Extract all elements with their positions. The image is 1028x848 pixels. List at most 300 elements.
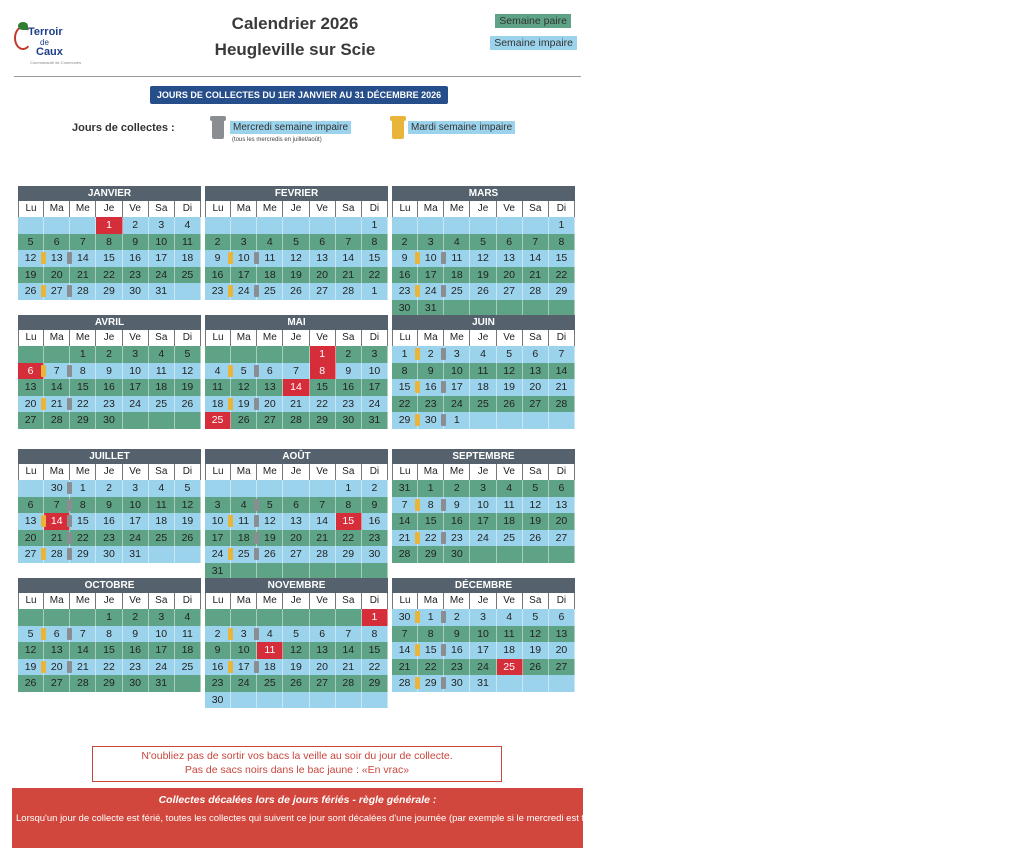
day-cell: 9: [444, 497, 470, 514]
yellow-bin-icon: [390, 116, 406, 140]
day-cell: 10: [231, 250, 257, 267]
day-cell: 15: [392, 379, 418, 396]
yellow-bin-marker-icon: [415, 532, 420, 544]
day-cell: 8: [70, 497, 96, 514]
day-cell: 17: [149, 642, 175, 659]
header-divider: [14, 76, 581, 77]
day-cell: 2: [205, 626, 231, 643]
day-cell: 29: [336, 546, 362, 563]
day-cell: 9: [96, 497, 122, 514]
day-cell: 12: [231, 379, 257, 396]
day-cell: 23: [96, 530, 122, 547]
reminder-2: Pas de sacs noirs dans le bac jaune : «En vrac»: [184, 764, 410, 776]
day-cell: 25: [149, 530, 175, 547]
day-cell: 16: [336, 379, 362, 396]
month-11: [205, 578, 388, 708]
day-cell: 13: [44, 250, 70, 267]
day-cell: 9: [123, 626, 149, 643]
grey-bin-marker-icon: [254, 628, 259, 640]
day-cell: [175, 546, 201, 563]
day-cell: 14: [336, 250, 362, 267]
day-cell: 22: [392, 396, 418, 413]
day-cell: [523, 412, 549, 429]
weekday-label: Sa: [336, 464, 362, 481]
day-cell: 22: [549, 267, 575, 284]
day-cell: [257, 217, 283, 234]
day-cell: 6: [257, 363, 283, 380]
day-cell: 24: [123, 530, 149, 547]
weekday-header: [392, 593, 575, 609]
yellow-bin-marker-icon: [41, 398, 46, 410]
day-cell: [283, 563, 309, 580]
day-cell: 19: [283, 267, 309, 284]
month-name: MARS: [392, 186, 575, 201]
day-cell: 18: [149, 513, 175, 530]
day-cell: 10: [205, 513, 231, 530]
day-cell: [362, 692, 388, 709]
weekday-label: Sa: [523, 201, 549, 218]
weekday-header: [18, 330, 201, 346]
day-cell: 27: [44, 283, 70, 300]
day-cell: [205, 217, 231, 234]
weekday-label: Di: [362, 593, 388, 610]
legend-even-week: Semaine paire: [495, 14, 571, 28]
weekday-label: Je: [283, 593, 309, 610]
day-cell: 4: [149, 346, 175, 363]
month-name: JUILLET: [18, 449, 201, 464]
weekday-label: Ma: [44, 593, 70, 610]
day-cell: 24: [470, 659, 496, 676]
day-cell: 23: [205, 675, 231, 692]
day-cell: [70, 217, 96, 234]
day-cell: 3: [444, 346, 470, 363]
day-cell: 25: [175, 659, 201, 676]
day-cell: [310, 217, 336, 234]
day-cell: 16: [418, 379, 444, 396]
day-cell: 11: [444, 250, 470, 267]
day-cell: 16: [96, 513, 122, 530]
day-cell: 29: [418, 546, 444, 563]
day-grid: [392, 480, 575, 563]
weekday-header: [18, 201, 201, 217]
day-cell: 29: [418, 675, 444, 692]
day-cell: [470, 412, 496, 429]
day-cell: 17: [418, 267, 444, 284]
day-cell: 19: [18, 267, 44, 284]
day-cell: 1: [70, 480, 96, 497]
weekday-label: Ma: [418, 330, 444, 347]
day-cell: 3: [418, 234, 444, 251]
day-cell: 16: [362, 513, 388, 530]
day-cell: 28: [310, 546, 336, 563]
day-cell: 20: [497, 267, 523, 284]
town-name: Heugleville sur Scie: [214, 40, 376, 59]
day-cell: 7: [336, 234, 362, 251]
weekday-label: Ma: [418, 201, 444, 218]
day-cell: 21: [336, 267, 362, 284]
weekday-label: Lu: [18, 593, 44, 610]
day-cell: [149, 412, 175, 429]
day-cell: 12: [283, 642, 309, 659]
day-cell: [523, 675, 549, 692]
yellow-bin-marker-icon: [41, 365, 46, 377]
day-cell: 25: [231, 546, 257, 563]
weekday-label: Lu: [392, 593, 418, 610]
yellow-bin-marker-icon: [41, 548, 46, 560]
day-cell: 31: [149, 675, 175, 692]
day-cell: 11: [470, 363, 496, 380]
day-cell: 20: [523, 379, 549, 396]
day-cell: 9: [96, 363, 122, 380]
day-cell: 8: [362, 234, 388, 251]
day-cell: 17: [123, 513, 149, 530]
day-cell: [231, 692, 257, 709]
day-cell: 26: [523, 659, 549, 676]
day-cell: 26: [283, 675, 309, 692]
yellow-bin-marker-icon: [415, 285, 420, 297]
weekday-label: Me: [257, 330, 283, 347]
day-grid: [205, 346, 388, 429]
day-cell: 30: [96, 412, 122, 429]
weekday-label: Me: [70, 464, 96, 481]
day-cell: 28: [523, 283, 549, 300]
grey-bin-marker-icon: [254, 548, 259, 560]
day-cell: [310, 480, 336, 497]
page-title: Calendrier 2026: [231, 14, 359, 33]
day-cell: 18: [257, 267, 283, 284]
day-cell: 5: [18, 234, 44, 251]
grey-bin-marker-icon: [67, 628, 72, 640]
day-cell: 15: [70, 379, 96, 396]
weekday-label: Je: [283, 464, 309, 481]
day-cell: 17: [470, 513, 496, 530]
day-cell: 7: [392, 497, 418, 514]
day-cell: [336, 217, 362, 234]
weekday-header: [392, 464, 575, 480]
day-cell: 9: [205, 250, 231, 267]
month-4: [18, 315, 201, 429]
day-cell: 28: [549, 396, 575, 413]
day-cell: 23: [96, 396, 122, 413]
day-cell: 5: [175, 346, 201, 363]
day-cell: 2: [444, 480, 470, 497]
weekday-label: Di: [549, 201, 575, 218]
yellow-bin-marker-icon: [415, 644, 420, 656]
day-cell: [549, 300, 575, 317]
grey-bin-marker-icon: [254, 398, 259, 410]
day-cell: 2: [96, 480, 122, 497]
day-cell: [336, 609, 362, 626]
day-cell: 31: [205, 563, 231, 580]
month-name: AOÛT: [205, 449, 388, 464]
day-cell: 7: [44, 363, 70, 380]
weekday-label: Ve: [497, 201, 523, 218]
day-cell: 21: [310, 530, 336, 547]
day-cell: 24: [149, 659, 175, 676]
day-cell: 3: [362, 346, 388, 363]
day-cell: 14: [283, 379, 309, 396]
day-cell: 23: [205, 283, 231, 300]
month-2: [205, 186, 388, 300]
weekday-label: Sa: [149, 201, 175, 218]
day-cell: 10: [362, 363, 388, 380]
day-cell: 29: [549, 283, 575, 300]
weekday-label: Sa: [149, 464, 175, 481]
grey-bin-marker-icon: [67, 365, 72, 377]
day-cell: 7: [70, 626, 96, 643]
day-cell: 11: [257, 250, 283, 267]
day-cell: 25: [257, 283, 283, 300]
day-cell: 15: [70, 513, 96, 530]
day-cell: 24: [418, 283, 444, 300]
logo-text-3: Caux: [36, 46, 63, 58]
weekday-label: Ma: [44, 330, 70, 347]
month-5: [205, 315, 388, 429]
weekday-label: Sa: [336, 201, 362, 218]
day-cell: [362, 563, 388, 580]
weekday-label: Sa: [523, 464, 549, 481]
weekday-label: Me: [257, 593, 283, 610]
month-name: AVRIL: [18, 315, 201, 330]
weekday-label: Ma: [418, 464, 444, 481]
month-8: [205, 449, 388, 579]
grey-bin-marker-icon: [67, 482, 72, 494]
weekday-label: Je: [283, 330, 309, 347]
yellow-bin-marker-icon: [415, 611, 420, 623]
logo-tagline: Communauté de Communes: [30, 60, 82, 65]
day-cell: [283, 217, 309, 234]
day-cell: 22: [96, 267, 122, 284]
weekday-label: Ve: [497, 464, 523, 481]
day-cell: 8: [70, 363, 96, 380]
day-cell: 7: [310, 497, 336, 514]
day-grid: [18, 217, 201, 300]
day-cell: 1: [70, 346, 96, 363]
weekday-label: Di: [175, 593, 201, 610]
yellow-bin-marker-icon: [228, 661, 233, 673]
day-cell: 8: [310, 363, 336, 380]
yellow-bin-day: Mardi semaine impaire: [408, 121, 515, 134]
day-cell: 19: [497, 379, 523, 396]
day-cell: 5: [497, 346, 523, 363]
day-cell: 9: [444, 626, 470, 643]
day-cell: 25: [444, 283, 470, 300]
day-cell: 10: [470, 497, 496, 514]
grey-bin-marker-icon: [254, 252, 259, 264]
day-cell: [497, 675, 523, 692]
day-cell: 30: [123, 675, 149, 692]
day-cell: 2: [392, 234, 418, 251]
day-cell: [283, 480, 309, 497]
day-cell: 5: [283, 234, 309, 251]
day-cell: 29: [70, 546, 96, 563]
weekday-label: Lu: [18, 201, 44, 218]
day-cell: 11: [497, 497, 523, 514]
weekday-label: Ma: [418, 593, 444, 610]
day-cell: [70, 609, 96, 626]
day-cell: [257, 609, 283, 626]
day-cell: 19: [523, 642, 549, 659]
weekday-label: Di: [549, 330, 575, 347]
day-cell: 18: [175, 250, 201, 267]
day-cell: [44, 609, 70, 626]
day-cell: 2: [205, 234, 231, 251]
day-cell: 27: [18, 546, 44, 563]
day-cell: 23: [362, 530, 388, 547]
day-cell: 6: [310, 234, 336, 251]
day-cell: 30: [418, 412, 444, 429]
weekday-label: Ve: [123, 201, 149, 218]
day-cell: 26: [257, 546, 283, 563]
month-1: [18, 186, 201, 300]
day-cell: [470, 546, 496, 563]
day-cell: [231, 609, 257, 626]
day-cell: 18: [444, 267, 470, 284]
yellow-bin-marker-icon: [228, 365, 233, 377]
day-cell: 27: [523, 396, 549, 413]
day-cell: 24: [362, 396, 388, 413]
day-cell: 11: [205, 379, 231, 396]
day-cell: 11: [149, 363, 175, 380]
day-cell: 7: [392, 626, 418, 643]
weekday-label: Sa: [149, 330, 175, 347]
grey-bin-icon: [210, 116, 226, 140]
month-name: NOVEMBRE: [205, 578, 388, 593]
day-cell: 5: [523, 609, 549, 626]
collection-period-banner: JOURS DE COLLECTES DU 1ER JANVIER AU 31 DÉCEMBRE 2026: [150, 86, 448, 104]
day-cell: 28: [70, 283, 96, 300]
day-cell: 9: [392, 250, 418, 267]
day-cell: 26: [231, 412, 257, 429]
day-cell: 4: [175, 609, 201, 626]
day-cell: 27: [310, 283, 336, 300]
day-cell: 10: [470, 626, 496, 643]
yellow-bin-marker-icon: [228, 548, 233, 560]
day-cell: 1: [96, 217, 122, 234]
holiday-rule-heading: Collectes décalées lors de jours fériés - règle générale :: [158, 794, 437, 806]
day-cell: 30: [362, 546, 388, 563]
day-cell: 1: [96, 609, 122, 626]
day-cell: 9: [336, 363, 362, 380]
day-cell: 22: [70, 396, 96, 413]
day-cell: 8: [96, 626, 122, 643]
weekday-label: Ma: [44, 201, 70, 218]
weekday-header: [205, 464, 388, 480]
day-cell: 30: [444, 546, 470, 563]
day-cell: 19: [470, 267, 496, 284]
day-cell: 20: [257, 396, 283, 413]
day-cell: [231, 346, 257, 363]
grey-bin-marker-icon: [67, 252, 72, 264]
day-cell: 5: [175, 480, 201, 497]
day-cell: 3: [205, 497, 231, 514]
grey-bin-marker-icon: [441, 532, 446, 544]
day-cell: 3: [231, 234, 257, 251]
day-cell: 19: [523, 513, 549, 530]
day-cell: [444, 217, 470, 234]
day-cell: 22: [336, 530, 362, 547]
day-cell: 30: [205, 692, 231, 709]
day-cell: 17: [231, 659, 257, 676]
grey-bin-marker-icon: [67, 548, 72, 560]
day-cell: 4: [175, 217, 201, 234]
day-cell: 12: [470, 250, 496, 267]
day-cell: 15: [549, 250, 575, 267]
day-cell: 22: [70, 530, 96, 547]
day-cell: 11: [231, 513, 257, 530]
day-cell: 21: [392, 530, 418, 547]
day-cell: 15: [362, 250, 388, 267]
day-cell: 20: [549, 513, 575, 530]
day-cell: [18, 480, 44, 497]
day-cell: 24: [123, 396, 149, 413]
weekday-header: [205, 330, 388, 346]
weekday-label: Ma: [44, 464, 70, 481]
weekday-label: Sa: [523, 330, 549, 347]
day-cell: 20: [283, 530, 309, 547]
day-cell: 27: [497, 283, 523, 300]
grey-bin-day: Mercredi semaine impaire: [230, 121, 351, 134]
month-name: DÉCEMBRE: [392, 578, 575, 593]
grey-bin-marker-icon: [441, 611, 446, 623]
holiday-rule-text: Lorsqu'un jour de collecte est férié, toutes les collectes qui suivent ce jour sont décalées d'une journée (par exemple si le mercredi est férié, les lundi et mardi restent inchangés, mais les mercredi, jeudi et vendredi sont décalés d'une journée): [16, 813, 1028, 824]
weekday-header: [205, 201, 388, 217]
weekday-label: Je: [96, 593, 122, 610]
day-cell: 26: [175, 530, 201, 547]
day-cell: 6: [549, 609, 575, 626]
weekday-label: Di: [549, 593, 575, 610]
yellow-bin-marker-icon: [228, 398, 233, 410]
day-cell: 8: [549, 234, 575, 251]
day-cell: 15: [418, 513, 444, 530]
day-cell: 9: [205, 642, 231, 659]
logo-text-1: Terroir: [28, 26, 63, 38]
day-cell: 18: [175, 642, 201, 659]
day-cell: [418, 217, 444, 234]
day-cell: 8: [362, 626, 388, 643]
weekday-label: Je: [470, 330, 496, 347]
grey-bin-marker-icon: [254, 365, 259, 377]
day-cell: 22: [418, 530, 444, 547]
grey-bin-marker-icon: [441, 499, 446, 511]
day-cell: 6: [44, 626, 70, 643]
day-cell: [231, 563, 257, 580]
day-cell: 23: [418, 396, 444, 413]
day-cell: 3: [123, 480, 149, 497]
weekday-label: Di: [175, 201, 201, 218]
day-cell: 28: [44, 546, 70, 563]
day-cell: 26: [18, 283, 44, 300]
day-cell: 20: [18, 530, 44, 547]
day-cell: [470, 217, 496, 234]
day-cell: 22: [310, 396, 336, 413]
day-cell: 26: [283, 283, 309, 300]
grey-bin-marker-icon: [254, 661, 259, 673]
day-cell: [283, 609, 309, 626]
day-cell: 13: [310, 250, 336, 267]
grey-bin-marker-icon: [67, 285, 72, 297]
day-cell: 1: [444, 412, 470, 429]
day-cell: 12: [175, 363, 201, 380]
day-cell: 18: [497, 642, 523, 659]
day-cell: 14: [549, 363, 575, 380]
yellow-bin-marker-icon: [228, 252, 233, 264]
day-cell: 3: [470, 480, 496, 497]
collection-days-label: Jours de collectes :: [72, 122, 175, 134]
day-cell: 28: [392, 675, 418, 692]
day-cell: 29: [96, 283, 122, 300]
yellow-bin-marker-icon: [41, 252, 46, 264]
